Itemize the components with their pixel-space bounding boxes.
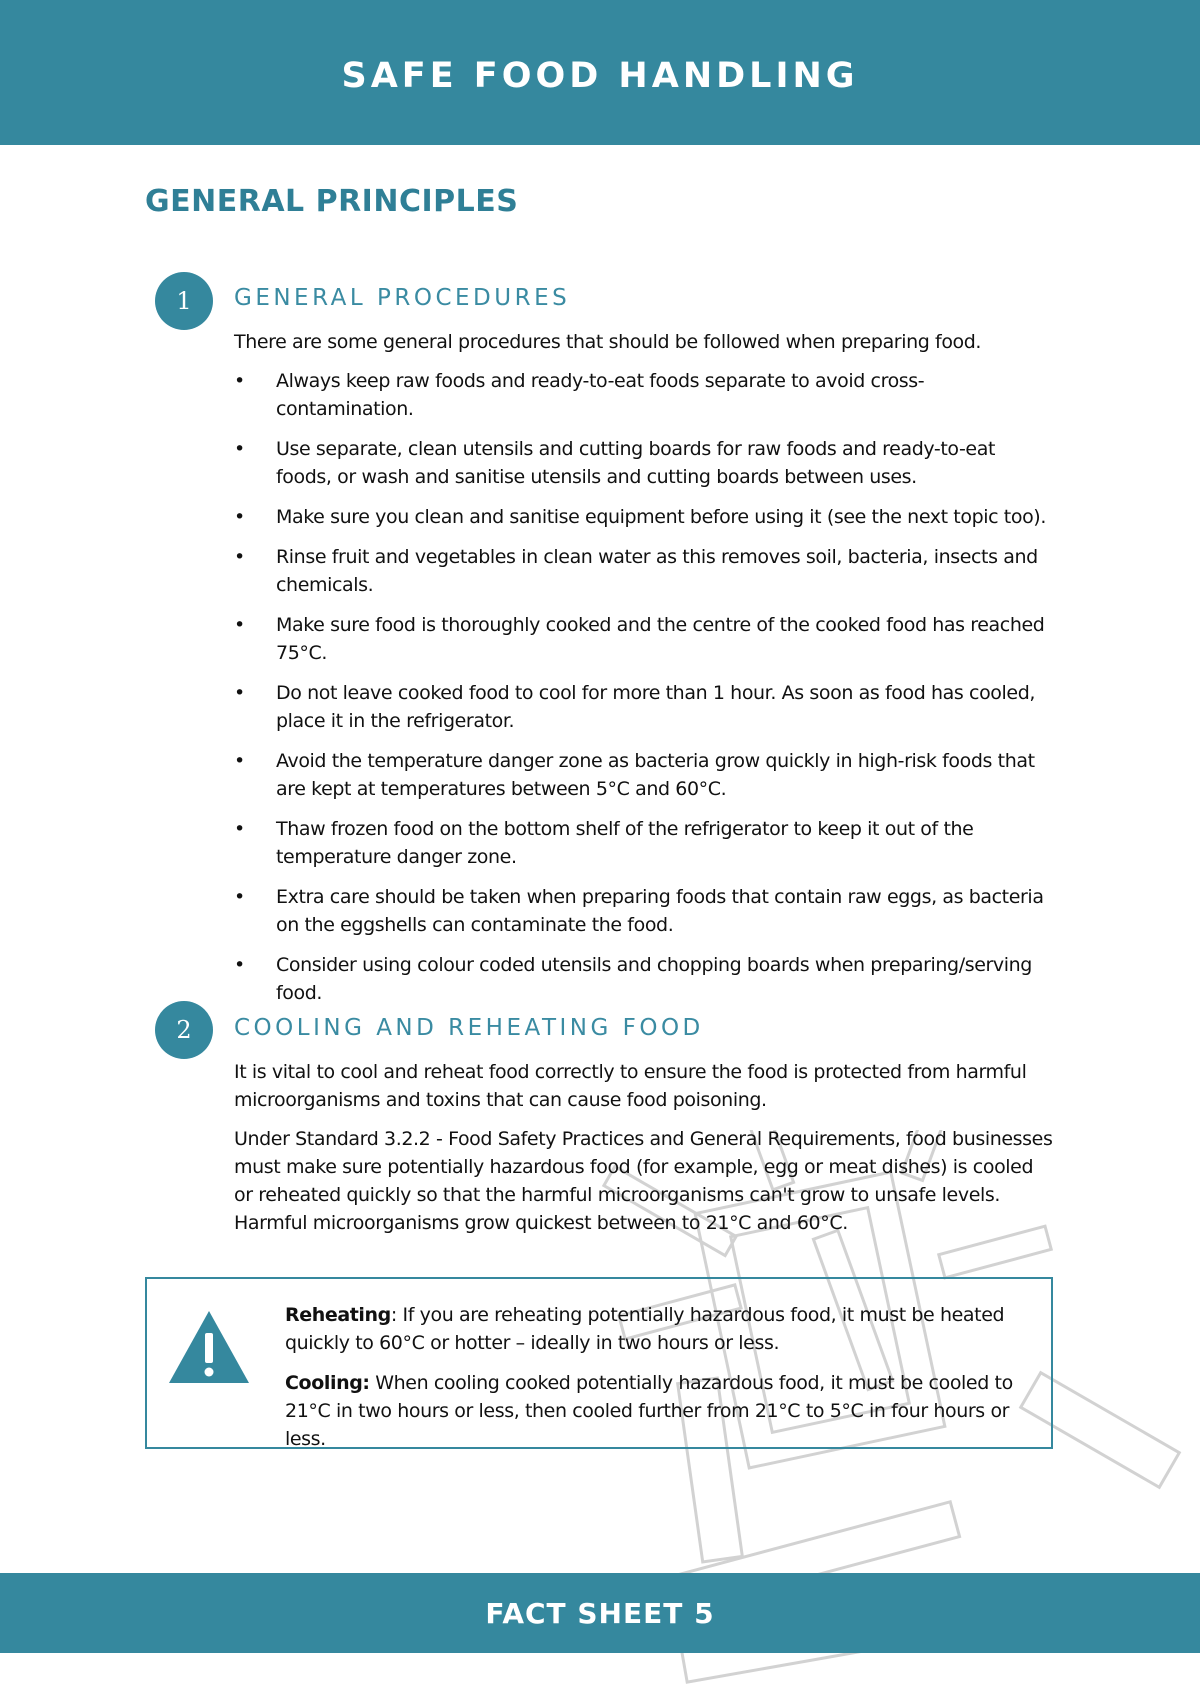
bullet-icon: • — [234, 682, 245, 704]
reheating-note — [285, 1301, 1045, 1357]
bullet-icon: • — [234, 886, 245, 908]
list-item-text: Use separate, clean utensils and cutting boards for raw foods and ready-to-eat foods, or wash and sanitise utensils and cutting boards between uses. — [276, 438, 995, 488]
cooling-paragraph-1: It is vital to cool and reheat food correctly to ensure the food is protected from harmful microorganisms and toxins that can cause food poisoning. — [234, 1061, 1027, 1111]
bullet-icon: • — [234, 750, 245, 772]
footer-label: FACT SHEET 5 — [485, 1597, 715, 1630]
cooling-text: When cooling cooked potentially hazardous food, it must be cooled to 21°C in two hours or less, then cooled further from 21°C to 5°C in four hours or less. — [285, 1372, 1013, 1450]
cooling-label: Cooling: — [285, 1372, 370, 1394]
list-item-text: Avoid the temperature danger zone as bacteria grow quickly in high-risk foods that are kept at temperatures between 5°C and 60°C. — [276, 750, 1035, 800]
bullet-icon: • — [234, 614, 245, 636]
bullet-icon: • — [234, 954, 245, 976]
list-item-text: Make sure food is thoroughly cooked and the centre of the cooked food has reached 75°C. — [276, 614, 1045, 664]
section-title: GENERAL PRINCIPLES — [145, 184, 519, 219]
procedures-intro: There are some general procedures that should be followed when preparing food. — [234, 331, 982, 353]
list-item-text: Consider using colour coded utensils and chopping boards when preparing/serving food. — [276, 954, 1032, 1004]
list-item — [234, 747, 1054, 803]
list-item — [234, 367, 1054, 423]
procedures-list — [234, 367, 1054, 1019]
list-item — [234, 951, 1054, 1007]
list-item — [234, 611, 1054, 667]
bullet-icon: • — [234, 546, 245, 568]
reheating-label: Reheating — [285, 1304, 391, 1326]
bullet-icon: • — [234, 506, 245, 528]
list-item-text: Thaw frozen food on the bottom shelf of the refrigerator to keep it out of the temperature danger zone. — [276, 818, 974, 868]
list-item — [234, 815, 1054, 871]
cooling-paragraph-2: Under Standard 3.2.2 - Food Safety Practices and General Requirements, food businesses must make sure potentially hazardous food (for example, egg or meat dishes) is cooled or reheated quickly so that the harmful microorganisms can't grow to unsafe levels. Harmful microorganisms grow quickest between to 21°C and 60°C. — [234, 1128, 1053, 1234]
list-item — [234, 503, 1054, 531]
bullet-icon: • — [234, 438, 245, 460]
bullet-icon: • — [234, 370, 245, 392]
list-item-text: Rinse fruit and vegetables in clean water as this removes soil, bacteria, insects and chemicals. — [276, 546, 1038, 596]
section-number-badge: 2 — [155, 1001, 213, 1059]
section-number-badge: 1 — [155, 272, 213, 330]
reheating-text: : If you are reheating potentially hazardous food, it must be heated quickly to 60°C or hotter – ideally in two hours or less. — [285, 1304, 1005, 1354]
cooling-note — [285, 1369, 1045, 1453]
callout-box — [145, 1277, 1053, 1449]
page-title: SAFE FOOD HANDLING — [341, 56, 859, 96]
list-item-text: Make sure you clean and sanitise equipment before using it (see the next topic too). — [276, 506, 1046, 528]
warning-icon — [167, 1309, 251, 1385]
procedures-heading: GENERAL PROCEDURES — [234, 285, 571, 311]
list-item — [234, 883, 1054, 939]
list-item-text: Extra care should be taken when preparing foods that contain raw eggs, as bacteria on the eggshells can contaminate the food. — [276, 886, 1044, 936]
list-item — [234, 679, 1054, 735]
list-item-text: Do not leave cooked food to cool for more than 1 hour. As soon as food has cooled, place it in the refrigerator. — [276, 682, 1036, 732]
list-item — [234, 435, 1054, 491]
list-item-text: Always keep raw foods and ready-to-eat foods separate to avoid cross-contamination. — [276, 370, 925, 420]
bullet-icon: • — [234, 818, 245, 840]
cooling-heading: COOLING AND REHEATING FOOD — [234, 1015, 704, 1041]
list-item — [234, 543, 1054, 599]
